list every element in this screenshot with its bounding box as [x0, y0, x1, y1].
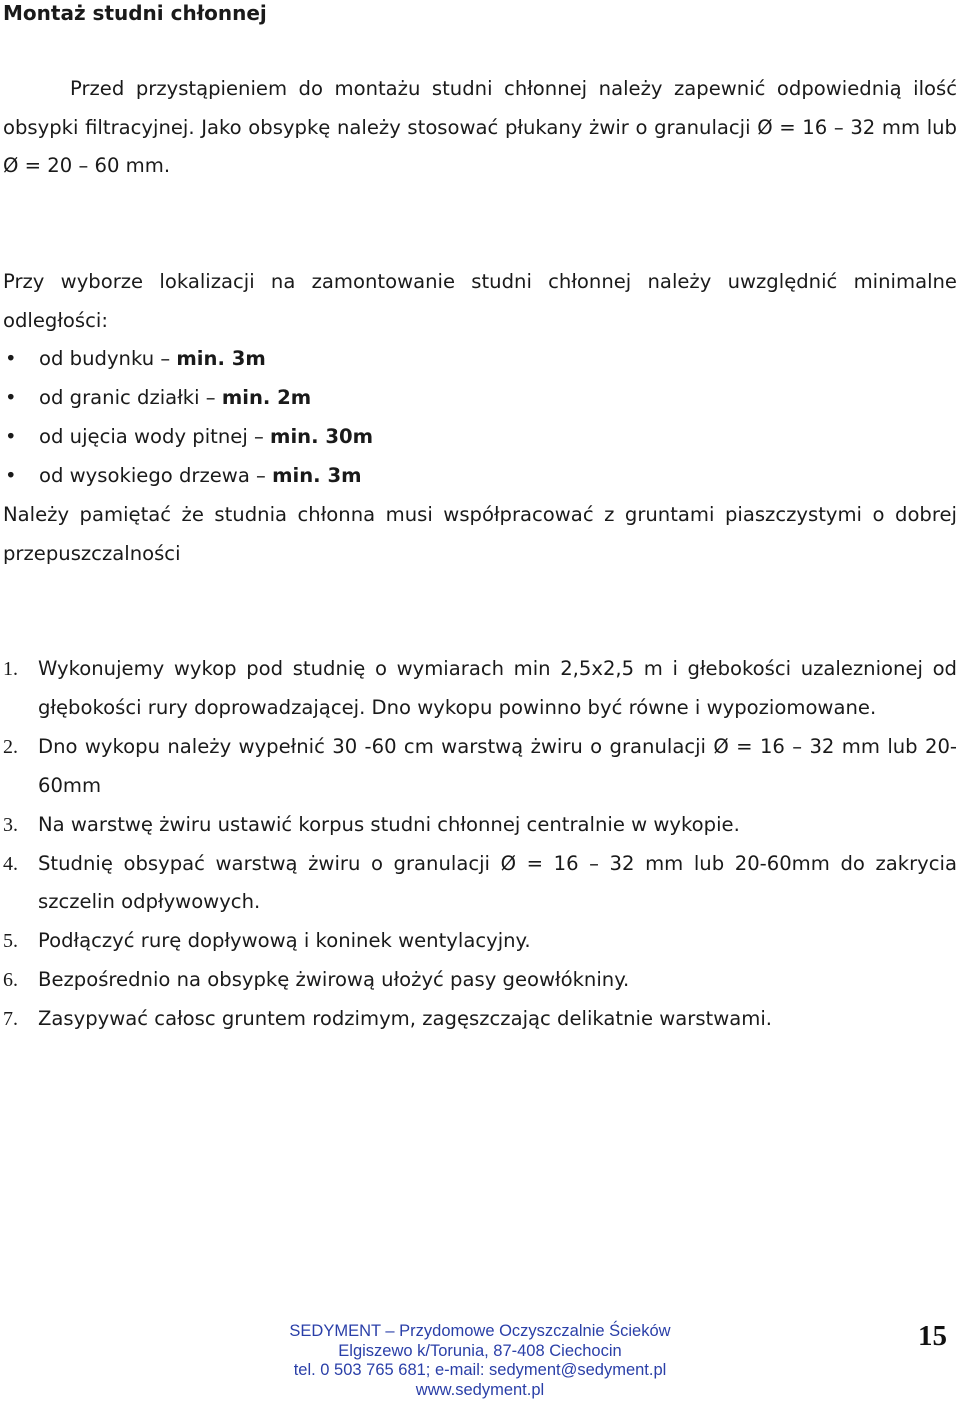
- footer-contact: tel. 0 503 765 681; e-mail: sedyment@sedyment.pl: [293, 1361, 667, 1379]
- bullet-icon: •: [5, 347, 17, 370]
- page-title: Montaż studni chłonnej: [3, 1, 267, 25]
- bullet-icon: •: [5, 463, 17, 487]
- soil-note: Należy pamiętać że studnia chłonna musi współpracować z gruntami piaszczystymi o dobrej przepuszczalności: [3, 503, 957, 565]
- list-item: • od budynku – min. 3m: [3, 340, 957, 379]
- list-item: 4. Studnię obsypać warstwą żwiru o granulacji Ø = 16 – 32 mm lub 20-60mm do zakrycia szczelin odpływowych.: [3, 851, 957, 914]
- distances-list: [3, 340, 957, 496]
- bullet-icon: •: [5, 385, 17, 409]
- bullet-icon: •: [5, 424, 17, 448]
- list-item: 3. Na warstwę żwiru ustawić korpus studni chłonnej centralnie w wykopie.: [3, 812, 740, 836]
- page-number: 15: [918, 1320, 947, 1352]
- list-item: • od ujęcia wody pitnej – min. 30m: [3, 418, 957, 457]
- list-item: 7. Zasypywać całosc gruntem rodzimym, zagęszczając delikatnie warstwami.: [3, 1007, 773, 1031]
- footer-website: www.sedyment.pl: [415, 1380, 545, 1399]
- footer-company-name: SEDYMENT – Przydomowe Oczyszczalnie Ścieków: [289, 1322, 671, 1340]
- footer-address: Elgiszewo k/Torunia, 87-408 Ciechocin: [338, 1341, 622, 1360]
- company-footer: [210, 1322, 750, 1400]
- intro-paragraph: Przed przystąpieniem do montażu studni chłonnej należy zapewnić odpowiednią ilość obsypki filtracyjnej. Jako obsypkę należy stosować płukany żwir o granulacji Ø = 16 – 32 mm lub Ø = 20 – 60 mm.: [3, 77, 957, 178]
- list-item: 6. Bezpośrednio na obsypkę żwirową ułożyć pasy geowłókniny.: [3, 968, 630, 992]
- distances-intro: Przy wyborze lokalizacji na zamontowanie studni chłonnej należy uwzględnić minimalne odległości:: [3, 270, 957, 332]
- list-item: 1. Wykonujemy wykop pod studnię o wymiarach min 2,5x2,5 m i głebokości uzaleznionej od głębokości rury doprowadzającej. Dno wykopu powinno być równe i wypoziomowane.: [3, 657, 957, 719]
- list-item: 2. Dno wykopu należy wypełnić 30 -60 cm warstwą żwiru o granulacji Ø = 16 – 32 mm lub 20-60mm: [3, 734, 957, 797]
- list-item: • od wysokiego drzewa – min. 3m: [3, 457, 957, 496]
- list-item: • od granic działki – min. 2m: [3, 379, 957, 418]
- installation-steps: [3, 650, 957, 1039]
- list-item: 5. Podłączyć rurę dopływową i koninek wentylacyjny.: [3, 929, 531, 953]
